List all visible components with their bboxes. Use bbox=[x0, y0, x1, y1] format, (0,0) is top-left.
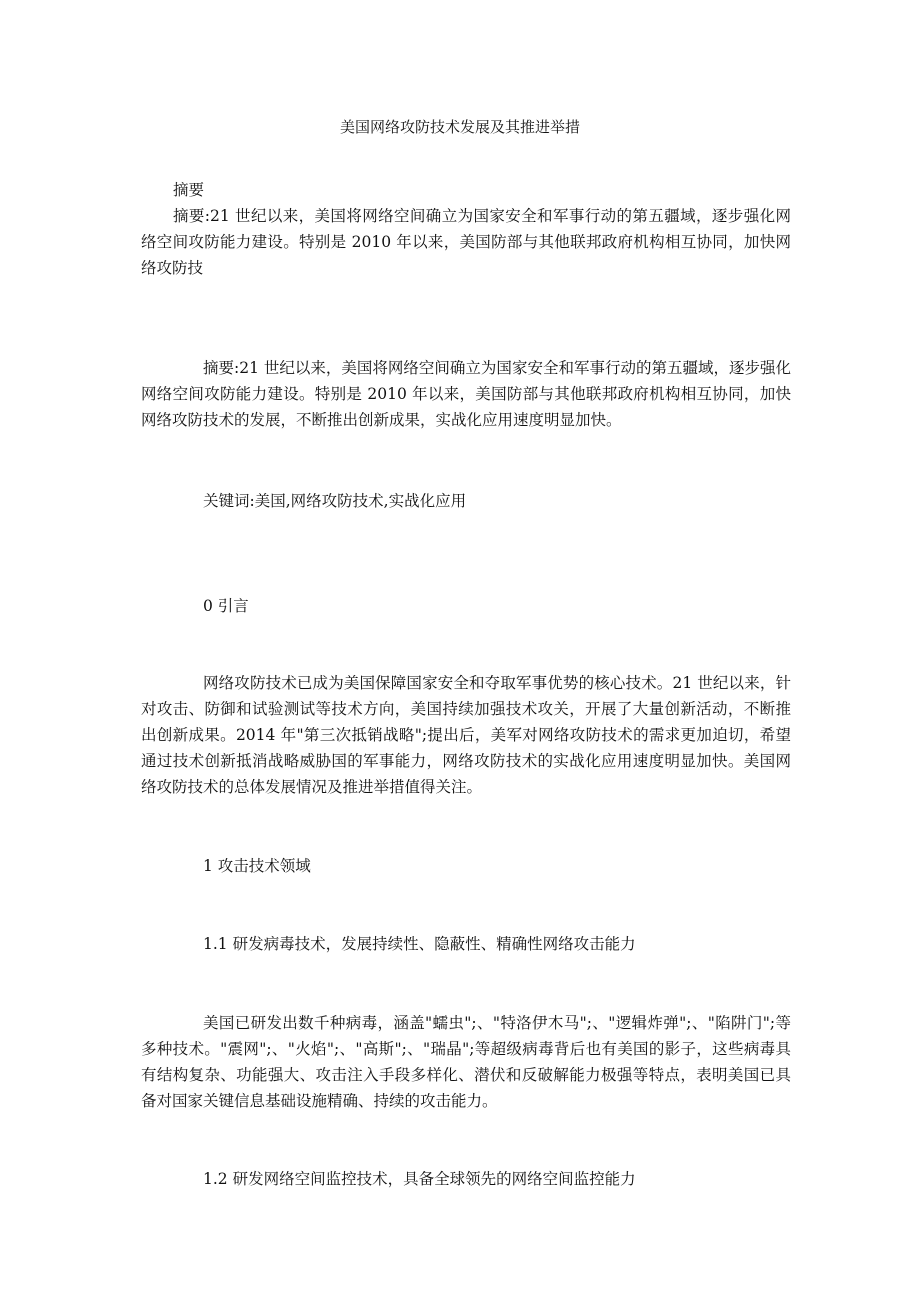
section-1-2-heading: 1.2 研发网络空间监控技术，具备全球领先的网络空间监控能力 bbox=[203, 1170, 636, 1188]
section-0-heading: 0 引言 bbox=[203, 597, 249, 615]
abstract-full-paragraph: 摘要:21 世纪以来，美国将网络空间确立为国家安全和军事行动的第五疆域，逐步强化网络空间攻防能力建设。特别是 2010 年以来，美国防部与其他联邦政府机构相互协同，加快网络攻防技术的发展，不断推出创新成果，实战化应用速度明显加快。 bbox=[141, 359, 792, 429]
abstract-heading: 摘要 bbox=[173, 181, 205, 199]
section-0-paragraph: 网络攻防技术已成为美国保障国家安全和夺取军事优势的核心技术。21 世纪以来，针对攻击、防御和试验测试等技术方向，美国持续加强技术攻关，开展了大量创新活动，不断推出创新成果。2014 年"第三次抵销战略";提出后，美军对网络攻防技术的需求更加迫切，希望通过技术创新抵消战略威胁国的军事能力，网络攻防技术的实战化应用速度明显加快。美国网络攻防技术的总体发展情况及推进举措值得关注。 bbox=[141, 674, 791, 796]
abstract-short-paragraph: 摘要:21 世纪以来，美国将网络空间确立为国家安全和军事行动的第五疆域，逐步强化网络空间攻防能力建设。特别是 2010 年以来，美国防部与其他联邦政府机构相互协同，加快网络攻防技 bbox=[141, 207, 791, 277]
section-1-1-paragraph: 美国已研发出数千种病毒，涵盖"蠕虫";、"特洛伊木马";、"逻辑炸弹";、"陷阱门";等多种技术。"震网";、"火焰";、"高斯";、"瑞晶";等超级病毒背后也有美国的影子，这些病毒具有结构复杂、功能强大、攻击注入手段多样化、潜伏和反破解能力极强等特点，表明美国已具备对国家关键信息基础设施精确、持续的攻击能力。 bbox=[141, 1014, 791, 1110]
section-1-1-heading: 1.1 研发病毒技术，发展持续性、隐蔽性、精确性网络攻击能力 bbox=[203, 935, 636, 953]
keywords-line: 关键词:美国,网络攻防技术,实战化应用 bbox=[203, 492, 467, 510]
document-title: 美国网络攻防技术发展及其推进举措 bbox=[339, 118, 580, 136]
section-1-heading: 1 攻击技术领域 bbox=[203, 857, 311, 875]
